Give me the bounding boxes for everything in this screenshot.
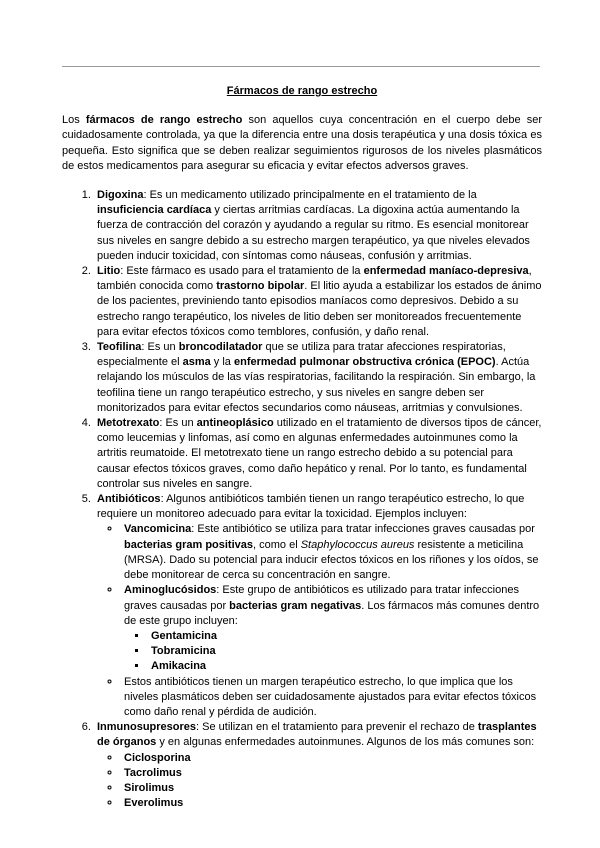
sublist-item-note: ◦ Estos antibióticos tienen un margen terapéutico estrecho, lo que implica que los niveles plasmáticos deben ser cuidadosamente ajustados para evitar efectos tóxicos como daño renal y pérdida de audición. <box>121 675 542 721</box>
sublist-item-vancomicina <box>121 522 542 583</box>
item-text: y ciertas arritmias cardíacas. La digoxina actúa aumentando la fuerza de contracción del corazón y ayudando a regular su ritmo. Es esencial monitorear sus niveles en sangre debido a su estrecho margen terapéutico, ya que niveles elevados pueden inducir toxicidad, con síntomas como náuseas, confusión y arritmias. <box>97 204 530 262</box>
item-text: resistente a meticilina (MRSA). Dado su potencial para inducir efectos tóxicos en los riñones y los oídos, se debe monitorear de cerca su concentración en sangre. <box>124 538 539 582</box>
drug-everolimus <box>121 796 542 811</box>
list-item-metotrexato <box>94 416 542 492</box>
item-text: . Actúa relajando los músculos de las vías respiratorias, facilitando la respiración. Sin embargo, la teofilina tiene un rango terapéutico estrecho, y sus niveles en sangre deben ser monitorizados para evitar efectos secundarios como náuseas, arritmias y convulsiones. <box>97 356 536 414</box>
list-item-inmunosupresores <box>94 720 542 811</box>
inmunosupresor-sublist <box>97 751 542 812</box>
drug-list <box>62 188 542 811</box>
document-page <box>62 84 542 811</box>
item-name: Aminoglucósidos <box>124 584 217 597</box>
sublist-item-aminoglucosidos <box>121 583 542 674</box>
drug-gentamicina: ▪ Gentamicina <box>148 629 542 644</box>
item-bold: antineoplásico <box>196 417 274 430</box>
item-text: : Es un medicamento utilizado principalmente en el tratamiento de la <box>143 189 477 202</box>
item-name: Inmunosupresores <box>97 721 197 734</box>
item-name: Teofilina <box>97 341 142 354</box>
item-text: : Este fármaco es usado para el tratamiento de la <box>120 265 364 278</box>
list-item-antibioticos <box>94 492 542 720</box>
intro-bold: fármacos de rango estrecho <box>85 114 243 127</box>
item-text: . Los fármacos más comunes dentro de este grupo incluyen: <box>124 599 540 627</box>
item-text: : Es un <box>141 341 179 354</box>
item-bold: broncodilatador <box>178 341 263 354</box>
list-item-teofilina <box>94 340 542 416</box>
item-text: : Se utilizan en el tratamiento para prevenir el rechazo de <box>196 721 478 734</box>
item-bold: enfermedad maníaco-depresiva <box>363 265 529 278</box>
intro-text: Los <box>62 114 86 127</box>
drug-sirolimus <box>121 781 542 796</box>
drug-name: Ciclosporina <box>124 751 191 764</box>
item-name: Metotrexato <box>97 417 160 430</box>
header-rule <box>62 66 540 67</box>
item-text: : Es un <box>159 417 197 430</box>
item-text: . El litio ayuda a estabilizar los estados de ánimo de los pacientes, previniendo tanto episodios maníacos como depresivos. Debido a su estrecho rango terapéutico, los niveles de litio deben ser monitoreados frecuentemente para evitar efectos tóxicos como temblores, confusión, y daño renal. <box>97 280 542 338</box>
item-bold: bacterias gram positivas <box>124 538 254 551</box>
item-text: : Algunos antibióticos también tienen un rango terapéutico estrecho, lo que requiere un monitoreo adecuado para evitar la toxicidad. Ejemplos incluyen: <box>97 493 525 521</box>
page-title: Fármacos de rango estrecho <box>226 85 378 97</box>
item-bold: bacterias gram negativas <box>229 599 362 612</box>
item-bold: trasplantes de órganos <box>97 721 537 749</box>
antibiotic-sublist <box>97 522 542 720</box>
intro-paragraph <box>62 113 542 174</box>
item-text: , también conocida como <box>97 265 532 293</box>
drug-name: Tacrolimus <box>124 766 182 779</box>
item-name: Antibióticos <box>97 493 161 506</box>
drug-tobramicina: ▪ Tobramicina <box>148 644 542 659</box>
item-italic: Staphylococcus aureus <box>300 538 415 551</box>
item-bold: asma <box>182 356 211 369</box>
item-text: que se utiliza para tratar afecciones respiratorias, especialmente el <box>97 341 506 369</box>
item-bold: enfermedad pulmonar obstructiva crónica (EPOC) <box>233 356 496 369</box>
item-text: y en algunas enfermedades autoinmunes. Algunos de los más comunes son: <box>156 736 535 749</box>
item-name: Litio <box>97 265 121 278</box>
drug-amikacina: ▪ Amikacina <box>148 659 542 674</box>
item-text: y la <box>210 356 234 369</box>
intro-text-rest: son aquellos cuya concentración en el cuerpo debe ser cuidadosamente controlada, ya que la diferencia entre una dosis terapéutica y una dosis tóxica es pequeña. Esto significa que se deben realizar seguimientos rigurosos de los niveles plasmáticos de estos medicamentos para asegurar su eficacia y evitar efectos adversos graves. <box>62 114 542 172</box>
list-item-digoxina <box>94 188 542 264</box>
drug-name: Everolimus <box>124 797 184 810</box>
item-text: utilizado en el tratamiento de diversos tipos de cáncer, como leucemias y linfomas, así como en algunas enfermedades autoinmunes como la artritis reumatoide. El metotrexato tiene un rango estrecho debido a su potencial para causar efectos tóxicos graves, como daño hepático y renal. Por lo tanto, es fundamental controlar sus niveles en sangre. <box>97 417 542 490</box>
drug-name: Sirolimus <box>124 781 175 794</box>
list-item-litio <box>94 264 542 340</box>
item-text: : Este antibiótico se utiliza para tratar infecciones graves causadas por <box>191 523 535 536</box>
item-name: Vancomicina <box>124 523 192 536</box>
item-bold: insuficiencia cardíaca <box>97 204 212 217</box>
item-name: Digoxina <box>97 189 144 202</box>
aminoglucosido-drug-list <box>124 629 542 675</box>
item-text: , como el <box>253 538 301 551</box>
item-bold: trastorno bipolar <box>216 280 305 293</box>
item-text: : Este grupo de antibióticos es utilizado para tratar infecciones graves causadas por <box>124 584 519 612</box>
drug-ciclosporina <box>121 751 542 766</box>
drug-tacrolimus <box>121 766 542 781</box>
